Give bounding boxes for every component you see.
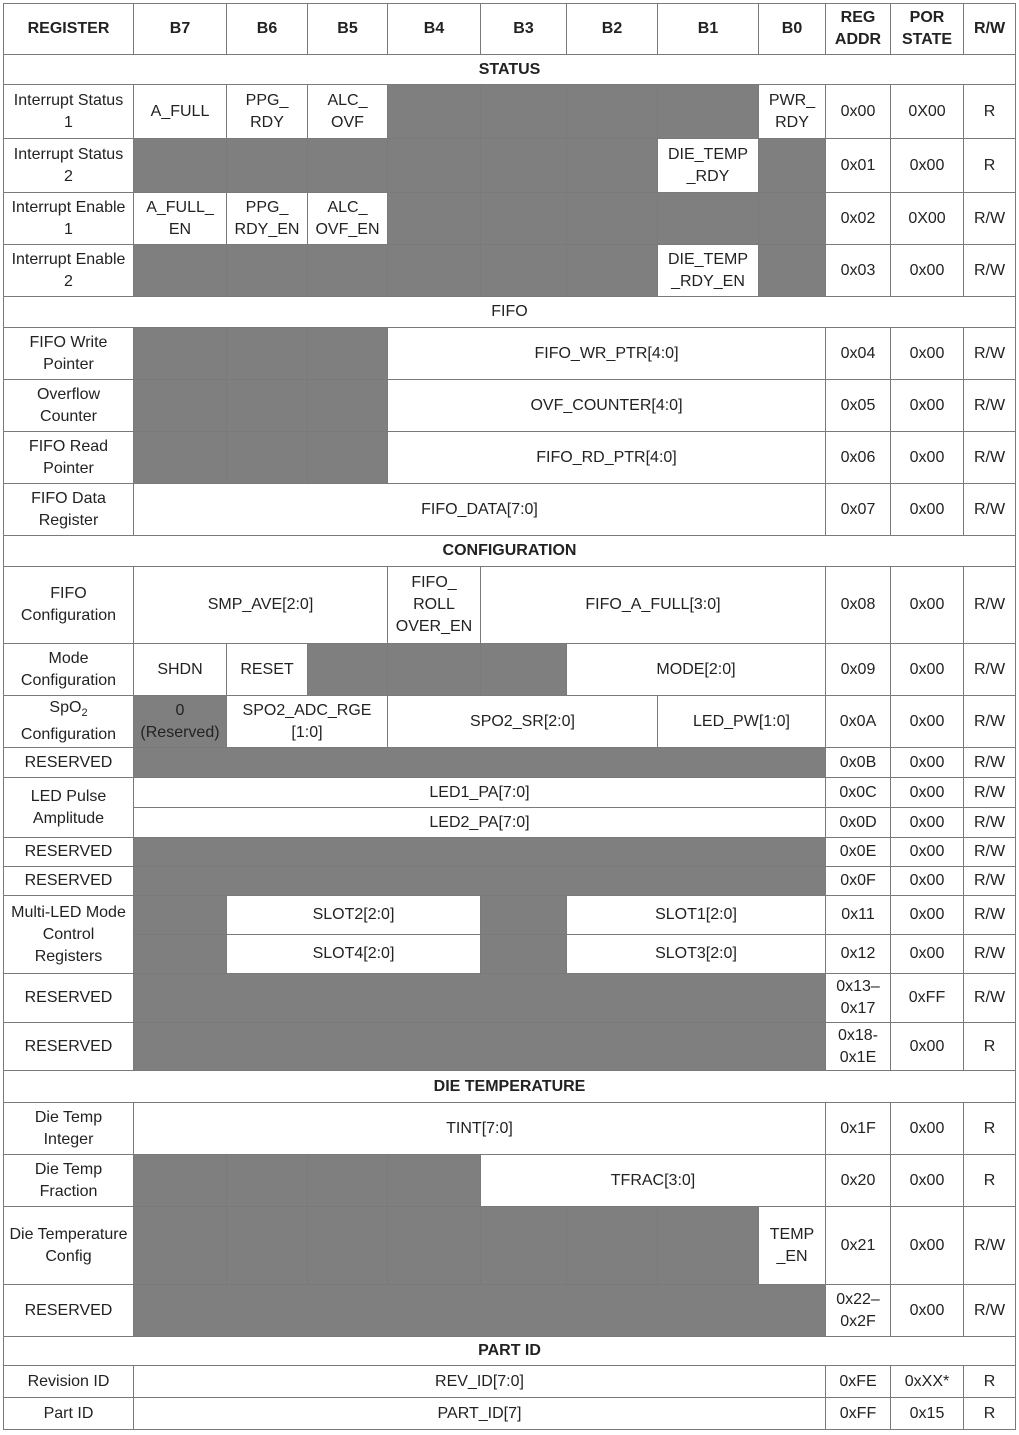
table-row (4, 328, 1016, 380)
rw-cell: R (964, 1103, 1016, 1155)
rw-cell: R/W (964, 484, 1016, 536)
rw-cell: R (964, 1366, 1016, 1398)
bit-cell: PWR_ RDY (759, 85, 826, 139)
table-row (4, 1285, 1016, 1337)
bit-cell: PPG_ RDY (227, 85, 308, 139)
unused-bit-cell (658, 1207, 759, 1285)
unused-bit-cell (308, 644, 388, 696)
rw-cell: R (964, 1398, 1016, 1430)
rw-cell: R/W (964, 838, 1016, 867)
table-row (4, 974, 1016, 1023)
register-name: FIFO Write Pointer (4, 328, 134, 380)
unused-bit-cell (308, 380, 388, 432)
table-row (4, 1155, 1016, 1207)
reg-addr-cell: 0xFF (826, 1398, 891, 1430)
rw-cell: R/W (964, 567, 1016, 644)
table-row (4, 193, 1016, 245)
por-state-cell: 0x00 (891, 935, 964, 974)
header-b7: B7 (134, 4, 227, 55)
register-name: Overflow Counter (4, 380, 134, 432)
field-cell: FIFO_RD_PTR[4:0] (388, 432, 826, 484)
bit-cell: FIFO_ ROLL OVER_EN (388, 567, 481, 644)
register-name: RESERVED (4, 974, 134, 1023)
bit-cell: A_FULL (134, 85, 227, 139)
unused-bit-cell (134, 1207, 227, 1285)
field-cell: LED2_PA[7:0] (134, 808, 826, 838)
section-row (4, 1337, 1016, 1366)
bit-cell: SHDN (134, 644, 227, 696)
unused-bit-cell (759, 193, 826, 245)
por-state-cell: 0xFF (891, 974, 964, 1023)
register-name: Interrupt Status 2 (4, 139, 134, 193)
field-cell: TFRAC[3:0] (481, 1155, 826, 1207)
field-cell: SLOT2[2:0] (227, 896, 481, 935)
table-row (4, 808, 1016, 838)
register-name: FIFO Read Pointer (4, 432, 134, 484)
reg-addr-cell: 0xFE (826, 1366, 891, 1398)
unused-bit-cell (134, 328, 227, 380)
unused-bit-cell (227, 139, 308, 193)
reserved-span-cell (134, 838, 826, 867)
reg-addr-cell: 0x21 (826, 1207, 891, 1285)
por-state-cell: 0x00 (891, 1207, 964, 1285)
field-cell: SPO2_ADC_RGE [1:0] (227, 696, 388, 748)
rw-cell: R (964, 1023, 1016, 1071)
rw-cell: R (964, 1155, 1016, 1207)
field-cell: SMP_AVE[2:0] (134, 567, 388, 644)
por-state-cell: 0x15 (891, 1398, 964, 1430)
por-state-cell: 0x00 (891, 1103, 964, 1155)
header-b3: B3 (481, 4, 567, 55)
field-cell: SLOT4[2:0] (227, 935, 481, 974)
reg-addr-cell: 0x06 (826, 432, 891, 484)
bit-cell: A_FULL_ EN (134, 193, 227, 245)
rw-cell: R/W (964, 1207, 1016, 1285)
unused-bit-cell (308, 328, 388, 380)
unused-bit-cell (567, 139, 658, 193)
reg-addr-cell: 0x07 (826, 484, 891, 536)
field-cell: PART_ID[7] (134, 1398, 826, 1430)
por-state-cell: 0x00 (891, 484, 964, 536)
register-name: Die Temp Integer (4, 1103, 134, 1155)
unused-bit-cell (567, 85, 658, 139)
section-row (4, 297, 1016, 328)
header-b6: B6 (227, 4, 308, 55)
unused-bit-cell (388, 139, 481, 193)
table-row (4, 380, 1016, 432)
table-row (4, 778, 1016, 808)
reg-addr-cell: 0x05 (826, 380, 891, 432)
reserved-span-cell (134, 1023, 826, 1071)
rw-cell: R/W (964, 193, 1016, 245)
unused-bit-cell (388, 1207, 481, 1285)
reg-addr-cell: 0x0B (826, 748, 891, 778)
por-state-cell: 0x00 (891, 778, 964, 808)
register-name: FIFO Data Register (4, 484, 134, 536)
rw-cell: R/W (964, 696, 1016, 748)
table-row (4, 567, 1016, 644)
unused-bit-cell (567, 245, 658, 297)
field-cell: SLOT3[2:0] (567, 935, 826, 974)
unused-bit-cell (567, 193, 658, 245)
unused-bit-cell (388, 245, 481, 297)
por-state-cell: 0x00 (891, 696, 964, 748)
por-state-cell: 0X00 (891, 85, 964, 139)
por-state-cell: 0x00 (891, 1155, 964, 1207)
register-name: Multi-LED Mode Control Registers (4, 896, 134, 974)
table-row (4, 896, 1016, 935)
unused-bit-cell (134, 432, 227, 484)
unused-bit-cell (759, 139, 826, 193)
section-row (4, 536, 1016, 567)
unused-bit-cell (388, 644, 481, 696)
reserved-span-cell (134, 974, 826, 1023)
reserved-span-cell (134, 748, 826, 778)
unused-bit-cell (658, 193, 759, 245)
register-name: SpO$_2$ Configuration (4, 696, 134, 748)
rw-cell: R/W (964, 748, 1016, 778)
section-status: STATUS (4, 55, 1016, 85)
rw-cell: R/W (964, 1285, 1016, 1337)
table-row (4, 748, 1016, 778)
unused-bit-cell (481, 896, 567, 935)
table-row (4, 484, 1016, 536)
register-name: Mode Configuration (4, 644, 134, 696)
unused-bit-cell (481, 193, 567, 245)
unused-bit-cell (481, 1207, 567, 1285)
por-state-cell: 0x00 (891, 838, 964, 867)
rw-cell: R (964, 85, 1016, 139)
rw-cell: R/W (964, 867, 1016, 896)
register-name: Interrupt Status 1 (4, 85, 134, 139)
unused-bit-cell (134, 245, 227, 297)
register-name: LED Pulse Amplitude (4, 778, 134, 838)
unused-bit-cell (134, 896, 227, 935)
por-state-cell: 0x00 (891, 1285, 964, 1337)
register-name: Die Temperature Config (4, 1207, 134, 1285)
bit-cell: RESET (227, 644, 308, 696)
table-row (4, 1103, 1016, 1155)
field-cell: SPO2_SR[2:0] (388, 696, 658, 748)
por-state-cell: 0x00 (891, 432, 964, 484)
unused-bit-cell (388, 85, 481, 139)
header-b2: B2 (567, 4, 658, 55)
field-cell: OVF_COUNTER[4:0] (388, 380, 826, 432)
section-row (4, 1071, 1016, 1103)
por-state-cell: 0x00 (891, 1023, 964, 1071)
unused-bit-cell (481, 935, 567, 974)
reserved-span-cell (134, 867, 826, 896)
bit-cell: PPG_ RDY_EN (227, 193, 308, 245)
register-name: Revision ID (4, 1366, 134, 1398)
field-cell: LED1_PA[7:0] (134, 778, 826, 808)
field-cell: FIFO_A_FULL[3:0] (481, 567, 826, 644)
unused-bit-cell (134, 380, 227, 432)
reg-addr-cell: 0x04 (826, 328, 891, 380)
unused-bit-cell (227, 432, 308, 484)
bit-cell: ALC_ OVF (308, 85, 388, 139)
register-name: RESERVED (4, 748, 134, 778)
table-row (4, 139, 1016, 193)
table-row (4, 644, 1016, 696)
field-cell: SLOT1[2:0] (567, 896, 826, 935)
reg-addr-cell: 0x0A (826, 696, 891, 748)
reg-addr-cell: 0x22– 0x2F (826, 1285, 891, 1337)
field-cell: REV_ID[7:0] (134, 1366, 826, 1398)
unused-bit-cell (308, 432, 388, 484)
unused-bit-cell (388, 1155, 481, 1207)
register-name: RESERVED (4, 1285, 134, 1337)
reg-addr-cell: 0x03 (826, 245, 891, 297)
unused-bit-cell (308, 1207, 388, 1285)
table-row (4, 696, 1016, 748)
table-row (4, 1207, 1016, 1285)
unused-bit-cell (388, 193, 481, 245)
bit-cell: DIE_TEMP _RDY (658, 139, 759, 193)
header-b0: B0 (759, 4, 826, 55)
section-fifo: FIFO (4, 297, 1016, 328)
rw-cell: R/W (964, 778, 1016, 808)
field-cell: TINT[7:0] (134, 1103, 826, 1155)
register-map-table (3, 3, 1016, 1430)
reg-addr-cell: 0x02 (826, 193, 891, 245)
table-row (4, 1023, 1016, 1071)
unused-bit-cell (481, 139, 567, 193)
register-name: RESERVED (4, 867, 134, 896)
por-state-cell: 0x00 (891, 328, 964, 380)
rw-cell: R/W (964, 432, 1016, 484)
reg-addr-cell: 0x18- 0x1E (826, 1023, 891, 1071)
por-state-cell: 0X00 (891, 193, 964, 245)
por-state-cell: 0x00 (891, 748, 964, 778)
section-row (4, 55, 1016, 85)
register-name: Interrupt Enable 2 (4, 245, 134, 297)
unused-bit-cell (227, 1155, 308, 1207)
por-state-cell: 0x00 (891, 380, 964, 432)
table-row (4, 838, 1016, 867)
unused-bit-cell (134, 139, 227, 193)
rw-cell: R/W (964, 808, 1016, 838)
header-b4: B4 (388, 4, 481, 55)
reg-addr-cell: 0x1F (826, 1103, 891, 1155)
reg-addr-cell: 0x00 (826, 85, 891, 139)
header-reg-addr: REG ADDR (826, 4, 891, 55)
unused-bit-cell (759, 245, 826, 297)
register-name: FIFO Configuration (4, 567, 134, 644)
unused-bit-cell (227, 1207, 308, 1285)
reg-addr-cell: 0x01 (826, 139, 891, 193)
reg-addr-cell: 0x13– 0x17 (826, 974, 891, 1023)
unused-bit-cell (481, 644, 567, 696)
header-rw: R/W (964, 4, 1016, 55)
register-name: RESERVED (4, 838, 134, 867)
reg-addr-cell: 0x20 (826, 1155, 891, 1207)
unused-bit-cell (134, 1155, 227, 1207)
por-state-cell: 0x00 (891, 896, 964, 935)
register-name: Interrupt Enable 1 (4, 193, 134, 245)
unused-bit-cell (308, 245, 388, 297)
reg-addr-cell: 0x0E (826, 838, 891, 867)
por-state-cell: 0x00 (891, 808, 964, 838)
header-por-state: POR STATE (891, 4, 964, 55)
reg-addr-cell: 0x09 (826, 644, 891, 696)
field-cell: FIFO_WR_PTR[4:0] (388, 328, 826, 380)
unused-bit-cell (658, 85, 759, 139)
register-name: Die Temp Fraction (4, 1155, 134, 1207)
rw-cell: R/W (964, 896, 1016, 935)
register-name: RESERVED (4, 1023, 134, 1071)
section-configuration: CONFIGURATION (4, 536, 1016, 567)
unused-bit-cell (481, 85, 567, 139)
register-name: Part ID (4, 1398, 134, 1430)
unused-bit-cell (567, 1207, 658, 1285)
header-register: REGISTER (4, 4, 134, 55)
rw-cell: R/W (964, 380, 1016, 432)
reg-addr-cell: 0x12 (826, 935, 891, 974)
reserved-span-cell (134, 1285, 826, 1337)
reserved-bit-cell: 0 (Reserved) (134, 696, 227, 748)
rw-cell: R/W (964, 245, 1016, 297)
reg-addr-cell: 0x0D (826, 808, 891, 838)
por-state-cell: 0x00 (891, 867, 964, 896)
unused-bit-cell (481, 245, 567, 297)
table-row (4, 85, 1016, 139)
field-cell: MODE[2:0] (567, 644, 826, 696)
table-row (4, 935, 1016, 974)
unused-bit-cell (227, 328, 308, 380)
rw-cell: R/W (964, 328, 1016, 380)
section-part-id: PART ID (4, 1337, 1016, 1366)
por-state-cell: 0xXX* (891, 1366, 964, 1398)
unused-bit-cell (134, 935, 227, 974)
rw-cell: R/W (964, 974, 1016, 1023)
reg-addr-cell: 0x0C (826, 778, 891, 808)
unused-bit-cell (227, 380, 308, 432)
field-cell: FIFO_DATA[7:0] (134, 484, 826, 536)
header-b1: B1 (658, 4, 759, 55)
field-cell: LED_PW[1:0] (658, 696, 826, 748)
por-state-cell: 0x00 (891, 245, 964, 297)
table-row (4, 432, 1016, 484)
table-row (4, 245, 1016, 297)
por-state-cell: 0x00 (891, 567, 964, 644)
rw-cell: R (964, 139, 1016, 193)
unused-bit-cell (308, 1155, 388, 1207)
unused-bit-cell (308, 139, 388, 193)
reg-addr-cell: 0x0F (826, 867, 891, 896)
header-b5: B5 (308, 4, 388, 55)
por-state-cell: 0x00 (891, 644, 964, 696)
section-die-temperature: DIE TEMPERATURE (4, 1071, 1016, 1103)
reg-addr-cell: 0x11 (826, 896, 891, 935)
header-row (4, 4, 1016, 55)
table-row (4, 1398, 1016, 1430)
por-state-cell: 0x00 (891, 139, 964, 193)
bit-cell: ALC_ OVF_EN (308, 193, 388, 245)
table-row (4, 867, 1016, 896)
table-row (4, 1366, 1016, 1398)
unused-bit-cell (227, 245, 308, 297)
bit-cell: TEMP _EN (759, 1207, 826, 1285)
rw-cell: R/W (964, 644, 1016, 696)
reg-addr-cell: 0x08 (826, 567, 891, 644)
rw-cell: R/W (964, 935, 1016, 974)
bit-cell: DIE_TEMP _RDY_EN (658, 245, 759, 297)
